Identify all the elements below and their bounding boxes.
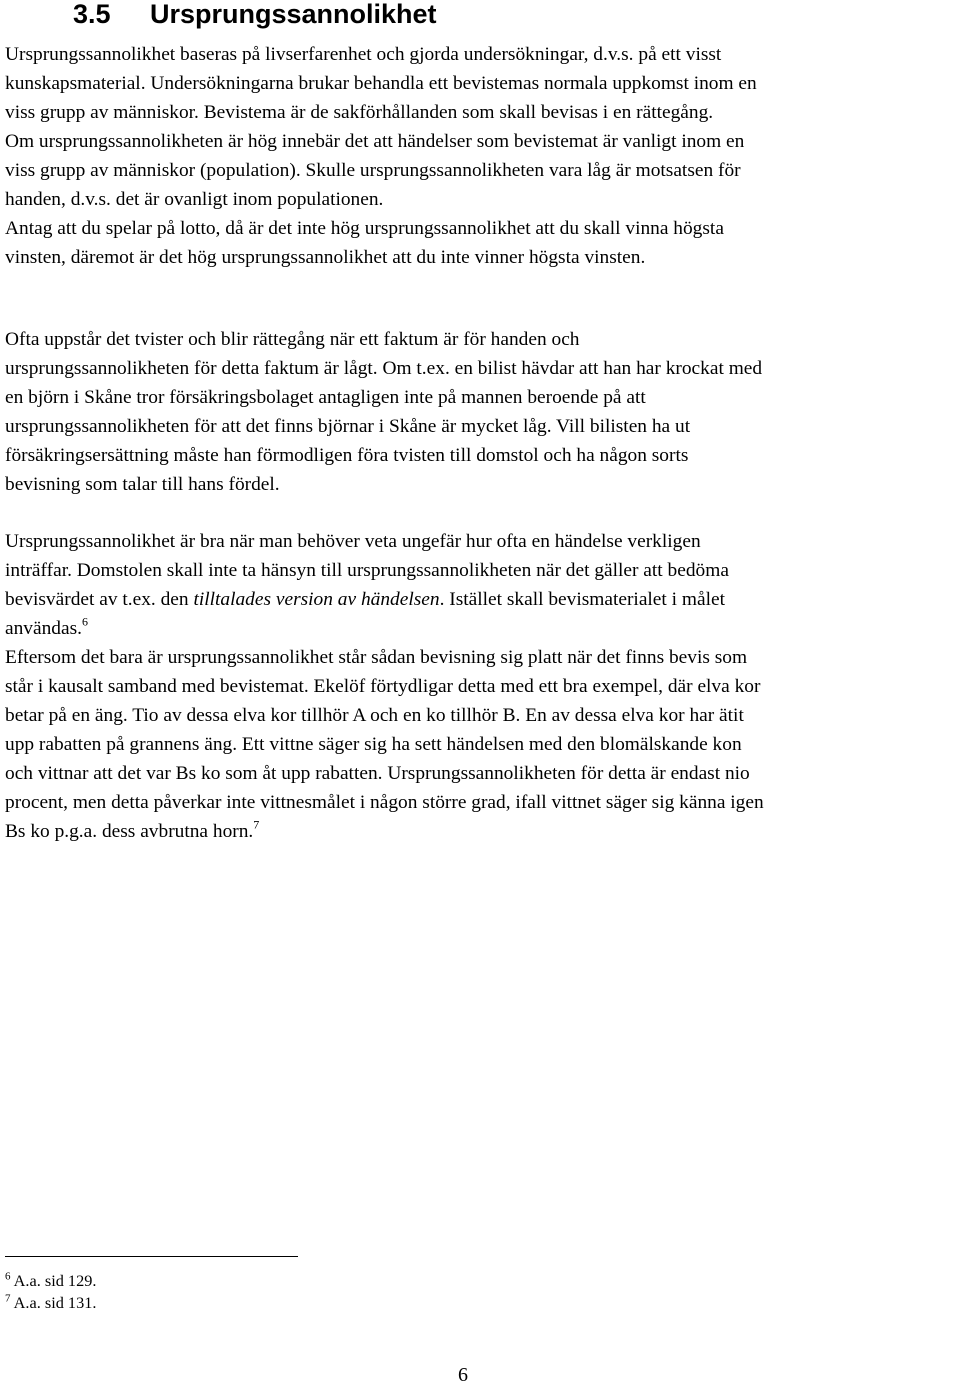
text-line: Ofta uppstår det tvister och blir rättegång när ett faktum är för handen och <box>5 329 580 350</box>
text-segment: . Istället skall bevismaterialet i målet <box>439 589 725 610</box>
section-heading <box>73 0 437 32</box>
text-line <box>5 817 960 846</box>
text-line: upp rabatten på grannens äng. Ett vittne säger sig ha sett händelsen med den blomälskande kon <box>5 734 742 755</box>
text-line: Ursprungssannolikhet baseras på livserfarenhet och gjorda undersökningar, d.v.s. på ett visst <box>5 44 722 65</box>
footnotes <box>5 1270 96 1314</box>
text-line: försäkringsersättning måste han förmodligen föra tvisten till domstol och ha någon sorts <box>5 445 689 466</box>
text-line: en björn i Skåne tror försäkringsbolaget antagligen inte på mannen beroende på att <box>5 387 646 408</box>
text-line <box>5 585 960 614</box>
text-line: Om ursprungssannolikheten är hög innebär det att händelser som bevistemat är vanligt inom en <box>5 131 745 152</box>
text-line: viss grupp av människor. Bevistema är de sakförhållanden som skall bevisas i en rättegång. <box>5 102 714 123</box>
text-line: ursprungssannolikheten för att det finns björnar i Skåne är mycket låg. Vill bilisten ha ut <box>5 416 691 437</box>
text-line: viss grupp av människor (population). Skulle ursprungssannolikheten vara låg är motsatsen för <box>5 160 741 181</box>
section-number: 3.5 <box>73 0 111 29</box>
page-number: 6 <box>458 1364 468 1386</box>
paragraph-2 <box>5 325 960 499</box>
text-line: vinsten, däremot är det hög ursprungssannolikhet att du inte vinner högsta vinsten. <box>5 247 646 268</box>
footnote-reference[interactable]: 6 <box>82 614 88 629</box>
text-segment: Bs ko p.g.a. dess avbrutna horn. <box>5 821 254 842</box>
text-line: kunskapsmaterial. Undersökningarna brukar behandla ett bevistemas normala uppkomst inom en <box>5 73 757 94</box>
text-line: ursprungssannolikheten för detta faktum är lågt. Om t.ex. en bilist hävdar att han har krockat med <box>5 358 763 379</box>
text-line <box>5 614 960 643</box>
footnote-item <box>5 1270 96 1292</box>
italic-phrase: tilltalades version av händelsen <box>193 589 440 610</box>
text-segment: användas. <box>5 618 82 639</box>
text-line: står i kausalt samband med bevistemat. Ekelöf förtydligar detta med ett bra exempel, där elva kor <box>5 676 761 697</box>
text-line: Eftersom det bara är ursprungssannolikhet står sådan bevisning sig platt när det finns bevis som <box>5 647 748 668</box>
footnote-text: A.a. sid 131. <box>13 1293 97 1312</box>
text-line: procent, men detta påverkar inte vittnesmålet i någon större grad, ifall vittnet säger sig känna igen <box>5 792 764 813</box>
footnote-divider <box>5 1256 298 1257</box>
footnote-text: A.a. sid 129. <box>13 1271 97 1290</box>
footnote-mark: 6 <box>5 1270 11 1283</box>
footnote-mark: 7 <box>5 1292 11 1305</box>
text-line: Ursprungssannolikhet är bra när man behöver veta ungefär hur ofta en händelse verkligen <box>5 531 701 552</box>
paragraph-3 <box>5 527 960 643</box>
text-line: inträffar. Domstolen skall inte ta hänsyn till ursprungssannolikheten när det gäller att bedöma <box>5 560 729 581</box>
footnote-reference[interactable]: 7 <box>253 817 260 832</box>
text-line: bevisning som talar till hans fördel. <box>5 474 280 495</box>
paragraph-4 <box>5 643 960 846</box>
text-line: och vittnar att det var Bs ko som åt upp rabatten. Ursprungssannolikheten för detta är endast nio <box>5 763 750 784</box>
paragraph-1 <box>5 40 960 272</box>
text-line: Antag att du spelar på lotto, då är det inte hög ursprungssannolikhet att du skall vinna högsta <box>5 218 724 239</box>
footnote-item <box>5 1292 96 1314</box>
section-title: Ursprungssannolikhet <box>150 0 437 29</box>
text-segment: bevisvärdet av t.ex. den <box>5 589 194 610</box>
text-line: betar på en äng. Tio av dessa elva kor tillhör A och en ko tillhör B. En av dessa elva kor har ätit <box>5 705 744 726</box>
text-line: handen, d.v.s. det är ovanligt inom populationen. <box>5 189 384 210</box>
